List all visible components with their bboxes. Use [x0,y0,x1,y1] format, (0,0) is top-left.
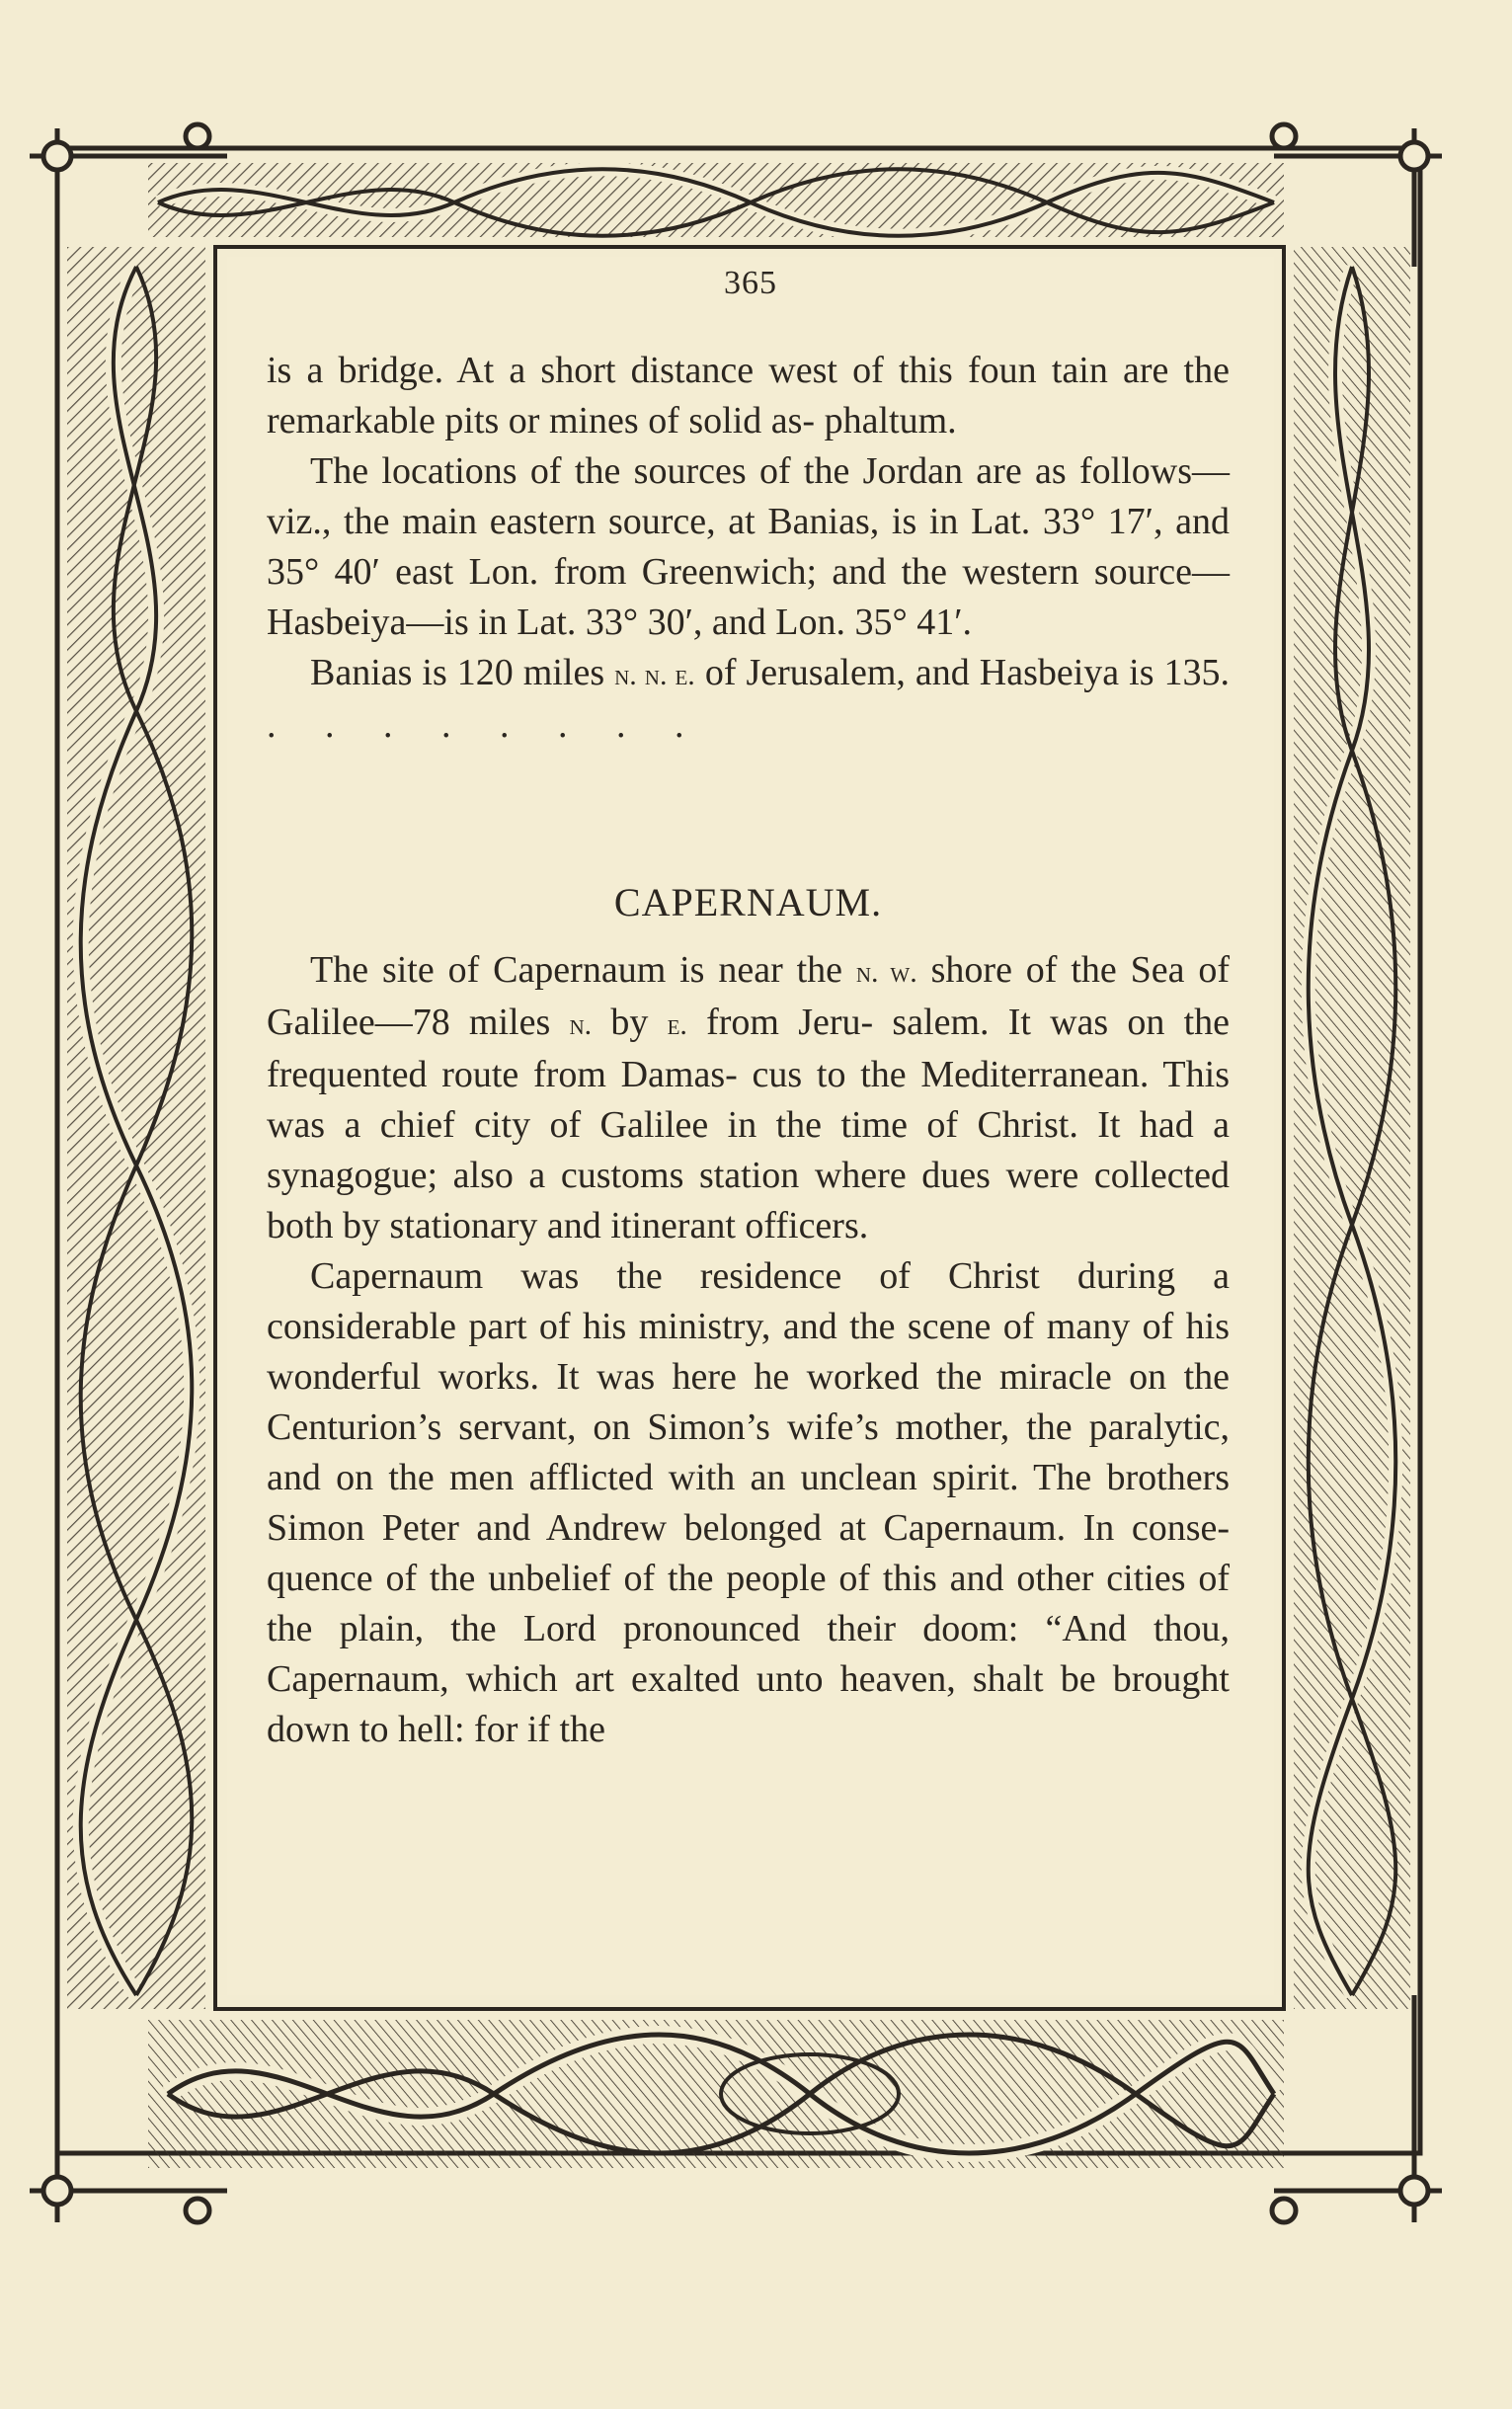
chapter-paragraph-2: Capernaum was the residence of Christ during a considerable part of his ministry, and the scene of many of his wonderful works. It was here he worked the miracle on the Centurion’s servant, on Simon’s wife’s mother, the paralytic, and on the men afflicted with an unclean spirit. The brothers Simon Peter and Andrew belonged at Capernaum. In conse- quence of the unbelief of the people of this and other cities of the plain, the Lord pronounced their doom: “And thou, Capernaum, which art exalted unto heaven, shalt be brought down to hell: for if the [267,1255,1230,1750]
intro-paragraph-3 [267,648,1230,751]
intro-paragraph-1: is a bridge. At a short distance west of this foun tain are the remarkable pits or mines of solid as- phaltum. [267,350,1230,442]
page-number: 365 [724,265,777,301]
chapter-p1-start: The site of Capernaum is near the [310,949,843,991]
intro-p3-end: of Jerusalem, and Hasbeiya is 135. [704,652,1231,693]
chapter-p1-mid: shore of the Sea of Galilee—78 miles [267,949,1230,1043]
direction-e: e. [667,1008,687,1041]
chapter-paragraph-1 [267,945,1230,1251]
direction-n: n. [569,1008,593,1041]
top-border-band [148,163,1284,237]
intro-p3-start: Banias is 120 miles [310,652,605,693]
right-border-band [1294,247,1410,2009]
intro-paragraph-2: The locations of the sources of the Jordan are as follows—viz., the main eastern source, at Banias, is in Lat. 33° 17′, and 35° 40′ east Lon. from Greenwich; and the western source—Hasbeiya—is in Lat. 33° 30′, and Lon. 35° 41′. [267,450,1230,643]
chapter-heading: CAPERNAUM. [613,880,883,924]
chapter-p1-by: by [610,1002,649,1043]
body-text [267,346,1230,1755]
text-panel [227,257,1274,1995]
chapter-p1-end: from Jeru- salem. It was on the frequented route from Damas- cus to the Mediterranean. This was a chief city of Galilee in the time of Christ. It had a synagogue; also a customs station where dues were collected both by stationary and itinerant officers. [267,1002,1231,1246]
direction-nw: n. w. [855,956,917,989]
direction-nne: n. n. e. [614,659,695,691]
cross-knot-icon [1272,1995,1442,2222]
left-border-band [67,247,205,2009]
ellipsis-dots: . . . . . . . . [267,704,684,746]
bottom-border-band [148,2020,1284,2168]
